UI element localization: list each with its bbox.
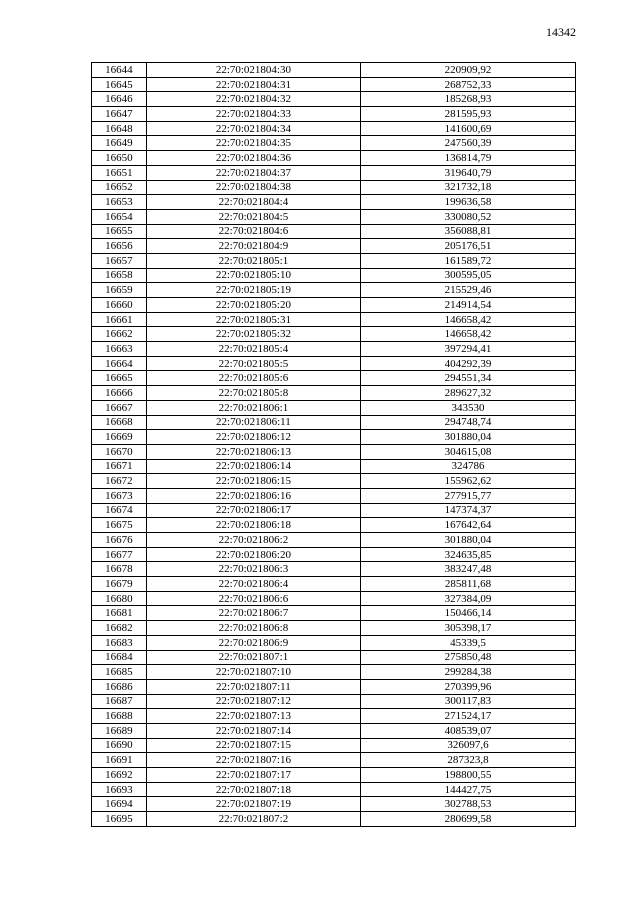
row-number-cell: 16676 (92, 533, 147, 548)
row-number-cell: 16644 (92, 63, 147, 78)
row-number-cell: 16688 (92, 709, 147, 724)
row-number-cell: 16683 (92, 635, 147, 650)
row-number-cell: 16687 (92, 694, 147, 709)
value-cell: 146658,42 (360, 327, 575, 342)
table-row (92, 239, 576, 254)
value-cell: 167642,64 (360, 518, 575, 533)
cadastral-number-cell: 22:70:021804:4 (146, 195, 360, 210)
cadastral-number-cell: 22:70:021807:11 (146, 679, 360, 694)
value-cell: 326097,6 (360, 738, 575, 753)
cadastral-number-cell: 22:70:021807:12 (146, 694, 360, 709)
table-row (92, 635, 576, 650)
row-number-cell: 16689 (92, 723, 147, 738)
cadastral-number-cell: 22:70:021806:4 (146, 577, 360, 592)
value-cell: 383247,48 (360, 562, 575, 577)
cadastral-number-cell: 22:70:021806:20 (146, 547, 360, 562)
table-row (92, 694, 576, 709)
row-number-cell: 16693 (92, 782, 147, 797)
table-row (92, 503, 576, 518)
value-cell: 199636,58 (360, 195, 575, 210)
cadastral-number-cell: 22:70:021805:4 (146, 342, 360, 357)
table-row (92, 400, 576, 415)
cadastral-number-cell: 22:70:021805:8 (146, 386, 360, 401)
row-number-cell: 16661 (92, 312, 147, 327)
row-number-cell: 16685 (92, 665, 147, 680)
row-number-cell: 16649 (92, 136, 147, 151)
table-row (92, 298, 576, 313)
value-cell: 161589,72 (360, 253, 575, 268)
row-number-cell: 16647 (92, 107, 147, 122)
row-number-cell: 16673 (92, 488, 147, 503)
cadastral-number-cell: 22:70:021806:11 (146, 415, 360, 430)
value-cell: 185268,93 (360, 92, 575, 107)
row-number-cell: 16682 (92, 621, 147, 636)
cadastral-number-cell: 22:70:021805:19 (146, 283, 360, 298)
table-row (92, 547, 576, 562)
table-row (92, 92, 576, 107)
cadastral-number-cell: 22:70:021804:9 (146, 239, 360, 254)
value-cell: 144427,75 (360, 782, 575, 797)
cadastral-number-cell: 22:70:021804:31 (146, 77, 360, 92)
value-cell: 321732,18 (360, 180, 575, 195)
table-row (92, 430, 576, 445)
cadastral-number-cell: 22:70:021807:17 (146, 768, 360, 783)
table-row (92, 283, 576, 298)
value-cell: 205176,51 (360, 239, 575, 254)
cadastral-number-cell: 22:70:021804:33 (146, 107, 360, 122)
cadastral-number-cell: 22:70:021806:9 (146, 635, 360, 650)
value-cell: 277915,77 (360, 488, 575, 503)
table-row (92, 709, 576, 724)
cadastral-number-cell: 22:70:021804:35 (146, 136, 360, 151)
cadastral-number-cell: 22:70:021806:12 (146, 430, 360, 445)
row-number-cell: 16681 (92, 606, 147, 621)
cadastral-number-cell: 22:70:021807:10 (146, 665, 360, 680)
row-number-cell: 16680 (92, 591, 147, 606)
cadastral-number-cell: 22:70:021804:32 (146, 92, 360, 107)
cadastral-number-cell: 22:70:021806:17 (146, 503, 360, 518)
cadastral-number-cell: 22:70:021805:5 (146, 356, 360, 371)
table-row (92, 165, 576, 180)
row-number-cell: 16686 (92, 679, 147, 694)
table-row (92, 621, 576, 636)
value-cell: 220909,92 (360, 63, 575, 78)
value-cell: 136814,79 (360, 151, 575, 166)
cadastral-number-cell: 22:70:021804:34 (146, 121, 360, 136)
value-cell: 404292,39 (360, 356, 575, 371)
table-row (92, 738, 576, 753)
value-cell: 327384,09 (360, 591, 575, 606)
row-number-cell: 16648 (92, 121, 147, 136)
value-cell: 300117,83 (360, 694, 575, 709)
value-cell: 301880,04 (360, 533, 575, 548)
records-table-body (92, 63, 576, 827)
table-row (92, 224, 576, 239)
value-cell: 270399,96 (360, 679, 575, 694)
row-number-cell: 16657 (92, 253, 147, 268)
value-cell: 215529,46 (360, 283, 575, 298)
table-row (92, 650, 576, 665)
table-row (92, 195, 576, 210)
cadastral-number-cell: 22:70:021807:19 (146, 797, 360, 812)
table-row (92, 562, 576, 577)
cadastral-number-cell: 22:70:021806:2 (146, 533, 360, 548)
table-row (92, 151, 576, 166)
cadastral-number-cell: 22:70:021804:6 (146, 224, 360, 239)
cadastral-number-cell: 22:70:021806:8 (146, 621, 360, 636)
table-row (92, 327, 576, 342)
table-row (92, 77, 576, 92)
value-cell: 299284,38 (360, 665, 575, 680)
value-cell: 324635,85 (360, 547, 575, 562)
cadastral-number-cell: 22:70:021807:2 (146, 812, 360, 827)
table-row (92, 797, 576, 812)
value-cell: 397294,41 (360, 342, 575, 357)
value-cell: 304615,08 (360, 444, 575, 459)
row-number-cell: 16656 (92, 239, 147, 254)
value-cell: 408539,07 (360, 723, 575, 738)
table-row (92, 753, 576, 768)
row-number-cell: 16677 (92, 547, 147, 562)
cadastral-number-cell: 22:70:021806:18 (146, 518, 360, 533)
table-row (92, 136, 576, 151)
value-cell: 301880,04 (360, 430, 575, 445)
value-cell: 155962,62 (360, 474, 575, 489)
cadastral-number-cell: 22:70:021806:13 (146, 444, 360, 459)
value-cell: 294748,74 (360, 415, 575, 430)
table-row (92, 518, 576, 533)
table-row (92, 371, 576, 386)
cadastral-number-cell: 22:70:021805:20 (146, 298, 360, 313)
row-number-cell: 16692 (92, 768, 147, 783)
value-cell: 319640,79 (360, 165, 575, 180)
cadastral-number-cell: 22:70:021805:1 (146, 253, 360, 268)
table-row (92, 533, 576, 548)
row-number-cell: 16645 (92, 77, 147, 92)
row-number-cell: 16694 (92, 797, 147, 812)
row-number-cell: 16670 (92, 444, 147, 459)
row-number-cell: 16659 (92, 283, 147, 298)
table-row (92, 342, 576, 357)
row-number-cell: 16655 (92, 224, 147, 239)
cadastral-number-cell: 22:70:021807:14 (146, 723, 360, 738)
table-row (92, 121, 576, 136)
row-number-cell: 16678 (92, 562, 147, 577)
value-cell: 287323,8 (360, 753, 575, 768)
row-number-cell: 16660 (92, 298, 147, 313)
table-row (92, 459, 576, 474)
row-number-cell: 16650 (92, 151, 147, 166)
table-row (92, 253, 576, 268)
value-cell: 343530 (360, 400, 575, 415)
cadastral-number-cell: 22:70:021806:15 (146, 474, 360, 489)
row-number-cell: 16654 (92, 209, 147, 224)
value-cell: 280699,58 (360, 812, 575, 827)
row-number-cell: 16653 (92, 195, 147, 210)
table-row (92, 312, 576, 327)
cadastral-number-cell: 22:70:021805:31 (146, 312, 360, 327)
cadastral-number-cell: 22:70:021805:6 (146, 371, 360, 386)
value-cell: 146658,42 (360, 312, 575, 327)
table-row (92, 768, 576, 783)
value-cell: 141600,69 (360, 121, 575, 136)
value-cell: 45339,5 (360, 635, 575, 650)
value-cell: 198800,55 (360, 768, 575, 783)
cadastral-number-cell: 22:70:021806:3 (146, 562, 360, 577)
table-row (92, 107, 576, 122)
value-cell: 268752,33 (360, 77, 575, 92)
table-row (92, 63, 576, 78)
value-cell: 356088,81 (360, 224, 575, 239)
value-cell: 247560,39 (360, 136, 575, 151)
cadastral-number-cell: 22:70:021805:10 (146, 268, 360, 283)
table-row (92, 386, 576, 401)
value-cell: 324786 (360, 459, 575, 474)
table-row (92, 812, 576, 827)
table-row (92, 209, 576, 224)
table-row (92, 782, 576, 797)
cadastral-number-cell: 22:70:021805:32 (146, 327, 360, 342)
table-row (92, 268, 576, 283)
table-row (92, 606, 576, 621)
cadastral-number-cell: 22:70:021806:14 (146, 459, 360, 474)
cadastral-number-cell: 22:70:021806:1 (146, 400, 360, 415)
row-number-cell: 16664 (92, 356, 147, 371)
table-row (92, 679, 576, 694)
cadastral-number-cell: 22:70:021804:38 (146, 180, 360, 195)
row-number-cell: 16671 (92, 459, 147, 474)
table-row (92, 723, 576, 738)
cadastral-number-cell: 22:70:021804:37 (146, 165, 360, 180)
row-number-cell: 16684 (92, 650, 147, 665)
cadastral-number-cell: 22:70:021806:7 (146, 606, 360, 621)
table-row (92, 474, 576, 489)
row-number-cell: 16679 (92, 577, 147, 592)
cadastral-number-cell: 22:70:021806:16 (146, 488, 360, 503)
table-row (92, 180, 576, 195)
value-cell: 271524,17 (360, 709, 575, 724)
table-row (92, 444, 576, 459)
value-cell: 285811,68 (360, 577, 575, 592)
row-number-cell: 16675 (92, 518, 147, 533)
row-number-cell: 16663 (92, 342, 147, 357)
value-cell: 289627,32 (360, 386, 575, 401)
value-cell: 302788,53 (360, 797, 575, 812)
cadastral-number-cell: 22:70:021804:36 (146, 151, 360, 166)
page-number: 14342 (546, 25, 576, 39)
value-cell: 305398,17 (360, 621, 575, 636)
cadastral-number-cell: 22:70:021804:30 (146, 63, 360, 78)
cadastral-number-cell: 22:70:021806:6 (146, 591, 360, 606)
table-row (92, 591, 576, 606)
row-number-cell: 16674 (92, 503, 147, 518)
row-number-cell: 16669 (92, 430, 147, 445)
row-number-cell: 16646 (92, 92, 147, 107)
row-number-cell: 16665 (92, 371, 147, 386)
row-number-cell: 16695 (92, 812, 147, 827)
table-row (92, 577, 576, 592)
cadastral-number-cell: 22:70:021807:15 (146, 738, 360, 753)
row-number-cell: 16672 (92, 474, 147, 489)
cadastral-number-cell: 22:70:021804:5 (146, 209, 360, 224)
value-cell: 294551,34 (360, 371, 575, 386)
table-row (92, 415, 576, 430)
row-number-cell: 16690 (92, 738, 147, 753)
value-cell: 281595,93 (360, 107, 575, 122)
value-cell: 150466,14 (360, 606, 575, 621)
row-number-cell: 16658 (92, 268, 147, 283)
value-cell: 147374,37 (360, 503, 575, 518)
table-row (92, 488, 576, 503)
cadastral-number-cell: 22:70:021807:1 (146, 650, 360, 665)
row-number-cell: 16662 (92, 327, 147, 342)
cadastral-number-cell: 22:70:021807:18 (146, 782, 360, 797)
row-number-cell: 16668 (92, 415, 147, 430)
row-number-cell: 16651 (92, 165, 147, 180)
value-cell: 214914,54 (360, 298, 575, 313)
row-number-cell: 16691 (92, 753, 147, 768)
table-row (92, 665, 576, 680)
value-cell: 300595,05 (360, 268, 575, 283)
table-row (92, 356, 576, 371)
value-cell: 275850,48 (360, 650, 575, 665)
cadastral-number-cell: 22:70:021807:13 (146, 709, 360, 724)
row-number-cell: 16652 (92, 180, 147, 195)
cadastral-number-cell: 22:70:021807:16 (146, 753, 360, 768)
value-cell: 330080,52 (360, 209, 575, 224)
records-table (91, 62, 576, 827)
row-number-cell: 16666 (92, 386, 147, 401)
row-number-cell: 16667 (92, 400, 147, 415)
